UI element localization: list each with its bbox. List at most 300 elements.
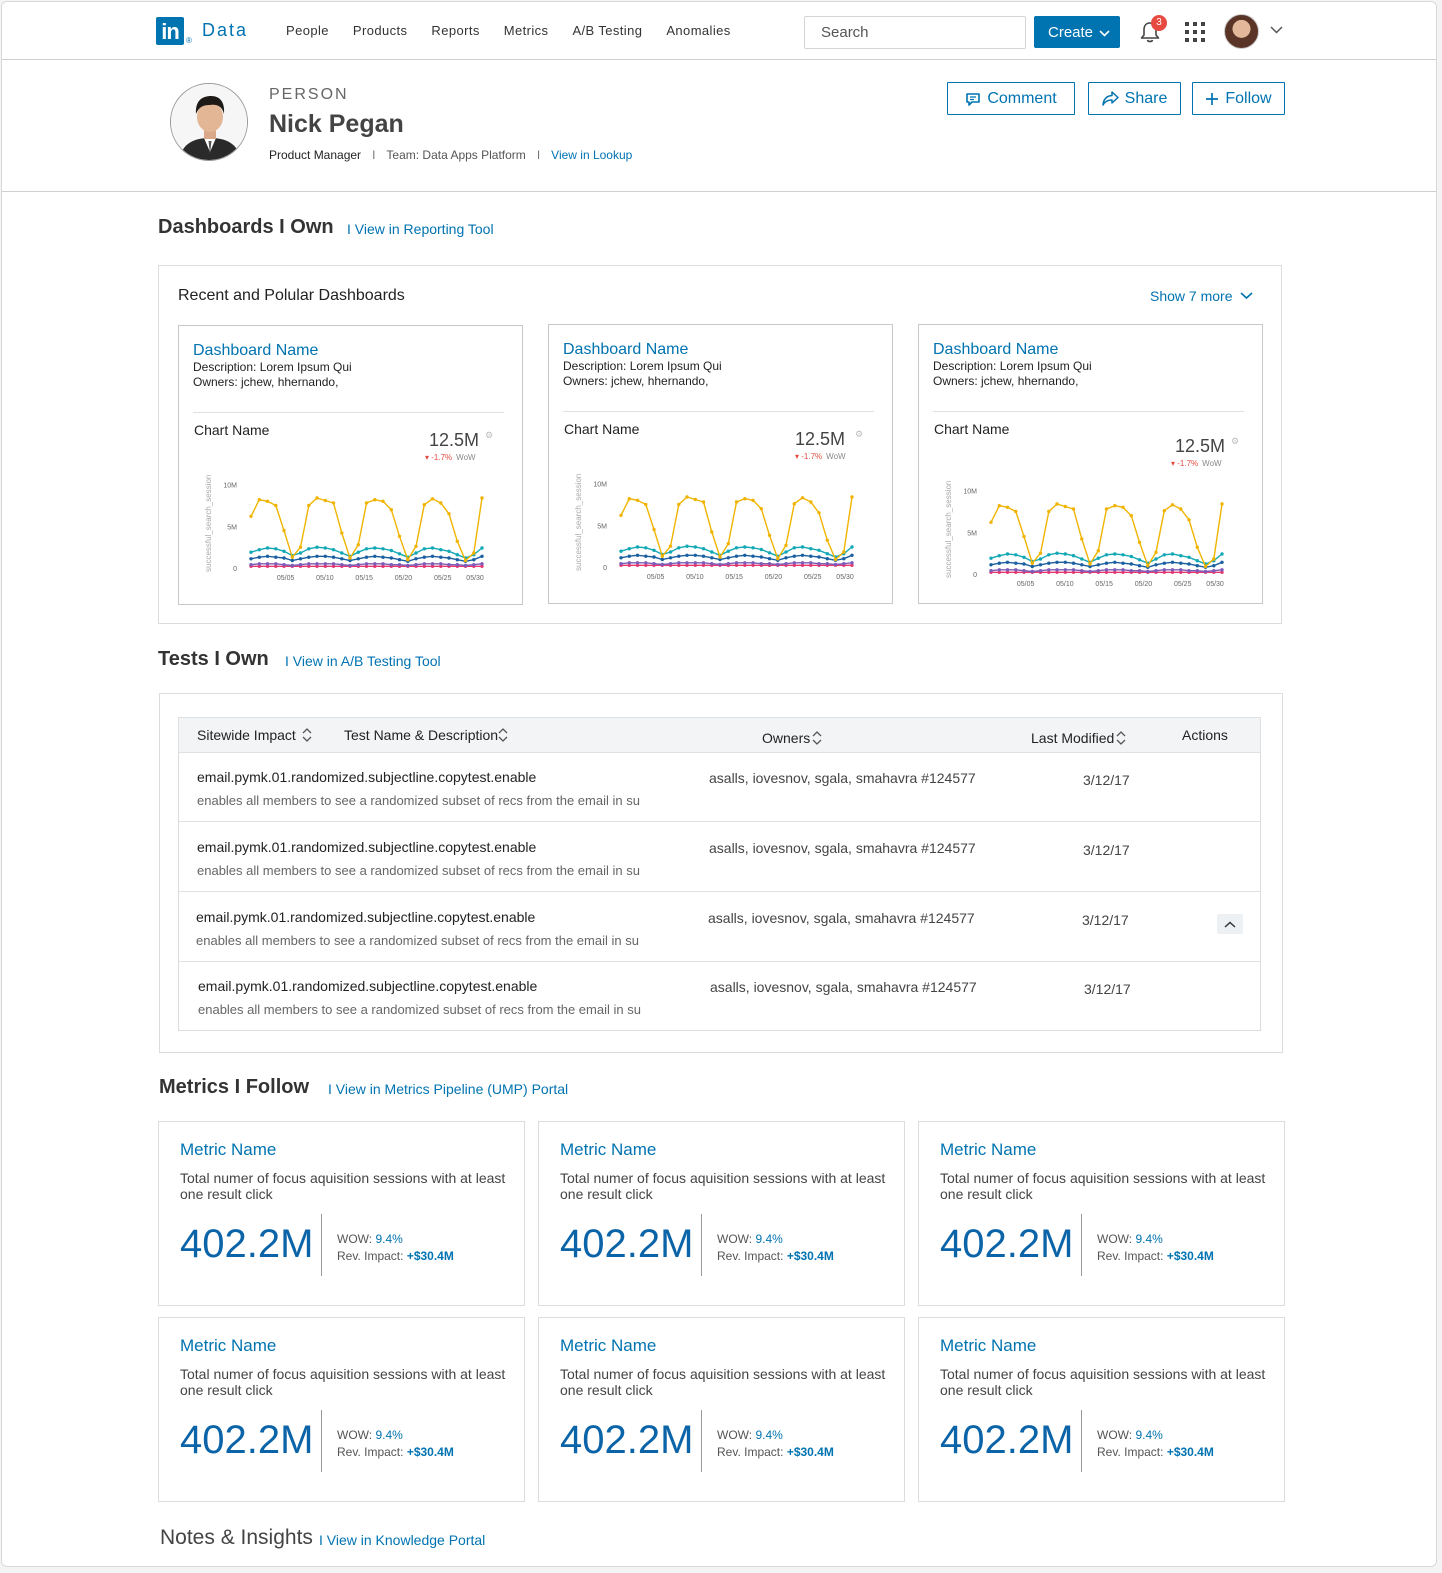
- wow-label: WOW:: [1097, 1232, 1133, 1246]
- metric-wow: [717, 1428, 783, 1442]
- metric-card[interactable]: [538, 1317, 905, 1502]
- data-point: [299, 551, 302, 554]
- nav-link-products[interactable]: Products: [352, 23, 408, 38]
- nav-link-anomalies[interactable]: Anomalies: [666, 23, 731, 38]
- data-point: [1130, 569, 1133, 572]
- x-tick-label: 05/10: [1056, 581, 1074, 588]
- data-point: [390, 563, 393, 566]
- data-point: [619, 514, 622, 517]
- person-role: Product Manager: [269, 148, 362, 162]
- person-header: [2, 60, 1437, 192]
- dashboards-panel-title: Recent and Polular Dashboards: [178, 287, 405, 304]
- data-point: [751, 555, 754, 558]
- separator: I: [372, 148, 376, 162]
- data-point: [439, 562, 442, 565]
- wow-value: 9.4%: [375, 1428, 403, 1442]
- x-tick-label: 05/15: [1095, 581, 1113, 588]
- data-point: [324, 562, 327, 565]
- show-more-toggle[interactable]: [1150, 288, 1253, 304]
- data-point: [1055, 502, 1058, 505]
- data-point: [834, 558, 837, 561]
- apps-grid-icon[interactable]: [1184, 21, 1206, 43]
- data-point: [447, 563, 450, 566]
- data-point: [760, 555, 763, 558]
- line-chart: [939, 470, 1239, 590]
- metric-name-link[interactable]: Metric Name: [180, 1336, 277, 1355]
- data-point: [619, 556, 622, 559]
- metric-description: Total numer of focus aquisition sessions with at least one result click: [560, 1170, 886, 1202]
- divider: [1081, 1214, 1082, 1276]
- chevron-down-icon: [1240, 292, 1253, 300]
- data-point: [727, 550, 730, 553]
- column-actions: [1182, 727, 1228, 743]
- data-point: [768, 557, 771, 560]
- divider: [1081, 1410, 1082, 1472]
- column-label: Actions: [1182, 727, 1228, 743]
- data-point: [423, 503, 426, 506]
- wow-label: WOW:: [717, 1428, 753, 1442]
- table-row[interactable]: [179, 753, 1260, 822]
- test-name[interactable]: email.pymk.01.randomized.subjectline.copytest.enable: [198, 978, 538, 994]
- data-point: [357, 543, 360, 546]
- metric-card[interactable]: [538, 1121, 905, 1306]
- nav-link-metrics[interactable]: Metrics: [503, 23, 549, 38]
- sort-icon: [1116, 731, 1126, 745]
- data-point: [793, 555, 796, 558]
- rev-label: Rev. Impact:: [1097, 1249, 1164, 1263]
- data-point: [702, 500, 705, 503]
- data-point: [760, 548, 763, 551]
- data-point: [768, 551, 771, 554]
- data-point: [727, 556, 730, 559]
- column-sitewide-impact[interactable]: [197, 727, 312, 743]
- data-point: [1121, 506, 1124, 509]
- chart-name: Chart Name: [934, 421, 1010, 437]
- tests-table-header: [178, 717, 1261, 753]
- chevron-up-icon: [1224, 921, 1236, 928]
- data-point: [340, 531, 343, 534]
- metric-name-link[interactable]: Metric Name: [940, 1140, 1037, 1159]
- data-point: [282, 550, 285, 553]
- data-point: [431, 555, 434, 558]
- data-point: [685, 495, 688, 498]
- data-point: [636, 561, 639, 564]
- data-point: [1080, 537, 1083, 540]
- data-point: [307, 556, 310, 559]
- data-point: [414, 557, 417, 560]
- data-point: [1113, 552, 1116, 555]
- y-axis-label: successful_search_session: [204, 474, 213, 572]
- data-point: [669, 562, 672, 565]
- data-point: [1196, 564, 1199, 567]
- table-row[interactable]: [179, 823, 1260, 892]
- table-row[interactable]: [179, 893, 1260, 962]
- data-point: [1220, 502, 1223, 505]
- column-label: Sitewide Impact: [197, 727, 296, 743]
- data-point: [1022, 562, 1025, 565]
- data-point: [1196, 559, 1199, 562]
- gear-icon[interactable]: ⚙: [1231, 436, 1240, 446]
- rev-value: +$30.4M: [786, 1445, 834, 1459]
- data-point: [324, 555, 327, 558]
- column-owners[interactable]: [762, 730, 822, 746]
- data-point: [1171, 503, 1174, 506]
- column-label: Last Modified: [1031, 730, 1115, 746]
- chevron-down-icon[interactable]: [1270, 26, 1283, 34]
- data-point: [760, 507, 763, 510]
- create-button[interactable]: [1034, 16, 1120, 48]
- data-point: [249, 551, 252, 554]
- data-point: [1196, 546, 1199, 549]
- data-point: [315, 555, 318, 558]
- data-point: [776, 563, 779, 566]
- app-frame: [1, 1, 1437, 1567]
- data-point: [365, 501, 368, 504]
- data-point: [1022, 535, 1025, 538]
- follow-button[interactable]: [1192, 82, 1285, 115]
- view-in-ab-testing-link[interactable]: I View in A/B Testing Tool: [285, 653, 441, 669]
- sort-icon: [302, 728, 312, 742]
- follow-label: Follow: [1225, 89, 1272, 107]
- data-point: [636, 499, 639, 502]
- dashboard-description-text: Description: Lorem Ipsum Qui: [563, 359, 722, 373]
- data-point: [1163, 509, 1166, 512]
- x-tick-label: 05/20: [1134, 581, 1153, 588]
- data-point: [809, 555, 812, 558]
- data-point: [850, 554, 853, 557]
- data-point: [751, 546, 754, 549]
- data-point: [315, 546, 318, 549]
- column-test-name[interactable]: [344, 727, 508, 743]
- data-point: [710, 530, 713, 533]
- gear-icon[interactable]: ⚙: [485, 430, 494, 440]
- metric-value: 402.2M: [180, 1222, 314, 1266]
- data-point: [1064, 561, 1067, 564]
- data-point: [842, 550, 845, 553]
- notification-badge: 3: [1151, 15, 1167, 31]
- data-point: [398, 558, 401, 561]
- create-label: Create: [1048, 23, 1094, 41]
- test-name[interactable]: email.pymk.01.randomized.subjectline.copytest.enable: [196, 909, 536, 925]
- data-point: [1097, 563, 1100, 566]
- divider: [701, 1410, 702, 1472]
- data-point: [1080, 557, 1083, 560]
- x-tick-label: 05/05: [646, 574, 665, 581]
- data-point: [1146, 564, 1149, 567]
- data-point: [1031, 562, 1034, 565]
- test-last-modified: 3/12/17: [1084, 981, 1131, 997]
- nav-link-people[interactable]: People: [286, 23, 329, 38]
- brand-name[interactable]: Data: [202, 20, 249, 40]
- view-in-lookup-link[interactable]: View in Lookup: [551, 148, 633, 162]
- dashboards-section-title: Dashboards I Own: [158, 216, 334, 238]
- x-tick-label: 05/20: [394, 575, 413, 582]
- data-point: [1179, 568, 1182, 571]
- data-point: [661, 555, 664, 558]
- rev-label: Rev. Impact:: [1097, 1445, 1164, 1459]
- rev-label: Rev. Impact:: [717, 1445, 784, 1459]
- data-point: [1014, 510, 1017, 513]
- divider: [933, 411, 1244, 412]
- data-point: [989, 521, 992, 524]
- data-point: [299, 546, 302, 549]
- data-point: [998, 562, 1001, 565]
- data-point: [1097, 569, 1100, 572]
- collapse-row-button[interactable]: [1217, 914, 1243, 934]
- data-point: [842, 562, 845, 565]
- data-point: [291, 559, 294, 562]
- data-point: [266, 546, 269, 549]
- data-point: [1171, 568, 1174, 571]
- person-team: Team: Data Apps Platform: [386, 148, 526, 162]
- data-point: [324, 499, 327, 502]
- dashboard-owners: Owners: jchew, hhernando,: [193, 375, 339, 389]
- data-point: [291, 556, 294, 559]
- y-tick-label: 5M: [967, 530, 977, 538]
- column-label: Test Name & Description: [344, 727, 499, 743]
- metric-name-link[interactable]: Metric Name: [560, 1336, 657, 1355]
- data-point: [644, 546, 647, 549]
- test-owners: asalls, iovesnov, sgala, smahavra #124577: [708, 910, 975, 926]
- data-point: [743, 561, 746, 564]
- data-point: [274, 547, 277, 550]
- data-point: [1220, 568, 1223, 571]
- data-point: [1138, 541, 1141, 544]
- data-point: [784, 550, 787, 553]
- metric-wow: [1097, 1428, 1163, 1442]
- data-point: [1113, 568, 1116, 571]
- data-point: [1080, 563, 1083, 566]
- metric-name-link[interactable]: Metric Name: [560, 1140, 657, 1159]
- metric-card[interactable]: [158, 1121, 525, 1306]
- wow-label: WOW:: [1097, 1428, 1133, 1442]
- data-point: [1055, 561, 1058, 564]
- data-point: [307, 547, 310, 550]
- data-point: [299, 557, 302, 560]
- metric-rev-impact: [1097, 1445, 1214, 1459]
- gear-icon[interactable]: ⚙: [855, 429, 864, 439]
- person-avatar: [170, 83, 248, 161]
- data-point: [793, 502, 796, 505]
- data-point: [793, 546, 796, 549]
- linkedin-logo[interactable]: in: [156, 17, 184, 45]
- data-point: [1072, 554, 1075, 557]
- divider: [321, 1214, 322, 1276]
- data-point: [439, 501, 442, 504]
- data-point: [1047, 510, 1050, 513]
- data-point: [644, 555, 647, 558]
- data-point: [381, 547, 384, 550]
- x-tick-label: 05/25: [433, 575, 452, 582]
- y-tick-label: 10M: [593, 481, 607, 489]
- data-point: [423, 547, 426, 550]
- metric-value: 402.2M: [560, 1418, 694, 1462]
- metric-card[interactable]: [158, 1317, 525, 1502]
- dashboard-name-link[interactable]: Dashboard Name: [933, 341, 1059, 358]
- data-point: [801, 561, 804, 564]
- data-point: [826, 552, 829, 555]
- data-point: [1055, 568, 1058, 571]
- metric-wow: [337, 1232, 403, 1246]
- nav-link-reports[interactable]: Reports: [431, 23, 480, 38]
- data-point: [702, 561, 705, 564]
- comment-button[interactable]: [947, 82, 1075, 115]
- dashboard-name-link[interactable]: Dashboard Name: [193, 342, 319, 359]
- data-point: [1212, 557, 1215, 560]
- nav-link-ab-testing[interactable]: A/B Testing: [572, 23, 643, 38]
- data-point: [390, 556, 393, 559]
- data-point: [1138, 564, 1141, 567]
- tests-table-body: [178, 753, 1261, 1031]
- data-point: [1220, 552, 1223, 555]
- dashboard-card[interactable]: [548, 324, 893, 604]
- data-point: [1113, 504, 1116, 507]
- data-point: [727, 562, 730, 565]
- rev-label: Rev. Impact:: [337, 1445, 404, 1459]
- data-point: [266, 562, 269, 565]
- data-point: [1154, 563, 1157, 566]
- view-in-metrics-portal-link[interactable]: I View in Metrics Pipeline (UMP) Portal: [328, 1081, 569, 1097]
- table-row[interactable]: [179, 962, 1260, 1031]
- metric-value: 402.2M: [180, 1418, 314, 1462]
- view-in-knowledge-portal-link[interactable]: I View in Knowledge Portal: [319, 1532, 486, 1548]
- data-point: [1130, 555, 1133, 558]
- dashboard-description: [193, 360, 352, 390]
- share-icon: [1102, 91, 1119, 106]
- data-point: [307, 504, 310, 507]
- data-point: [702, 555, 705, 558]
- data-point: [743, 497, 746, 500]
- metric-card[interactable]: [918, 1317, 1285, 1502]
- data-point: [735, 500, 738, 503]
- rev-value: +$30.4M: [406, 1445, 454, 1459]
- data-point: [332, 548, 335, 551]
- wow-label: WOW:: [717, 1232, 753, 1246]
- x-tick-label: 05/15: [355, 575, 373, 582]
- view-in-reporting-tool-link[interactable]: I View in Reporting Tool: [347, 221, 494, 237]
- data-point: [669, 550, 672, 553]
- data-point: [1031, 565, 1034, 568]
- column-label: Owners: [762, 730, 811, 746]
- test-owners: asalls, iovesnov, sgala, smahavra #124577: [710, 979, 977, 995]
- y-tick-label: 5M: [597, 523, 607, 531]
- data-point: [266, 555, 269, 558]
- data-point: [414, 545, 417, 548]
- dashboard-description-text: Description: Lorem Ipsum Qui: [193, 360, 352, 374]
- data-point: [809, 500, 812, 503]
- data-point: [751, 561, 754, 564]
- y-tick-label: 5M: [227, 524, 237, 532]
- metric-card[interactable]: [918, 1121, 1285, 1306]
- data-point: [1171, 552, 1174, 555]
- y-axis-label: successful_search_session: [574, 473, 583, 571]
- column-last-modified[interactable]: [1031, 730, 1126, 746]
- data-point: [1179, 554, 1182, 557]
- data-point: [381, 556, 384, 559]
- data-point: [258, 556, 261, 559]
- data-point: [1014, 568, 1017, 571]
- dashboard-card[interactable]: [178, 325, 523, 605]
- data-point: [735, 555, 738, 558]
- data-point: [826, 557, 829, 560]
- metric-name-link[interactable]: Metric Name: [940, 1336, 1037, 1355]
- person-meta: [269, 148, 632, 162]
- data-point: [1039, 557, 1042, 560]
- data-point: [439, 556, 442, 559]
- divider: [321, 1410, 322, 1472]
- data-point: [1047, 562, 1050, 565]
- dashboard-card[interactable]: [918, 324, 1263, 604]
- data-point: [677, 546, 680, 549]
- metrics-section-title: Metrics I Follow: [159, 1076, 310, 1098]
- data-point: [685, 545, 688, 548]
- share-button[interactable]: [1088, 82, 1181, 115]
- data-point: [291, 564, 294, 567]
- search-input[interactable]: [804, 16, 1026, 49]
- data-point: [1163, 568, 1166, 571]
- test-owners: asalls, iovesnov, sgala, smahavra #124577: [709, 840, 976, 856]
- data-point: [431, 562, 434, 565]
- data-point: [1138, 569, 1141, 572]
- data-point: [718, 563, 721, 566]
- y-tick-label: 10M: [963, 488, 977, 496]
- data-point: [685, 561, 688, 564]
- y-axis-label: successful_search_session: [944, 480, 953, 578]
- data-point: [735, 561, 738, 564]
- metric-name-link[interactable]: Metric Name: [180, 1140, 277, 1159]
- data-point: [340, 551, 343, 554]
- test-name[interactable]: email.pymk.01.randomized.subjectline.copytest.enable: [197, 839, 537, 855]
- data-point: [809, 561, 812, 564]
- data-point: [258, 562, 261, 565]
- data-point: [669, 545, 672, 548]
- change-value: -1.7%: [1177, 459, 1199, 468]
- chart-kpi-change: ▾ -1.7% WoW: [1171, 459, 1222, 468]
- metric-description: Total numer of focus aquisition sessions with at least one result click: [940, 1366, 1266, 1398]
- data-point: [784, 544, 787, 547]
- show-more-label: Show 7 more: [1150, 288, 1233, 304]
- data-point: [826, 539, 829, 542]
- tests-section-title: Tests I Own: [158, 648, 269, 670]
- rev-value: +$30.4M: [786, 1249, 834, 1263]
- rev-value: +$30.4M: [1166, 1445, 1214, 1459]
- wow-value: 9.4%: [1135, 1428, 1163, 1442]
- dashboard-name-link[interactable]: Dashboard Name: [563, 341, 689, 358]
- data-point: [307, 562, 310, 565]
- metric-description: Total numer of focus aquisition sessions with at least one result click: [940, 1170, 1266, 1202]
- data-point: [1022, 556, 1025, 559]
- data-point: [751, 499, 754, 502]
- data-point: [299, 563, 302, 566]
- data-point: [1039, 563, 1042, 566]
- test-name[interactable]: email.pymk.01.randomized.subjectline.copytest.enable: [197, 769, 537, 785]
- metric-wow: [717, 1232, 783, 1246]
- data-point: [282, 529, 285, 532]
- data-point: [628, 555, 631, 558]
- data-point: [1105, 568, 1108, 571]
- data-point: [373, 562, 376, 565]
- data-point: [456, 553, 459, 556]
- user-avatar[interactable]: [1224, 14, 1259, 49]
- data-point: [1204, 570, 1207, 573]
- chart-kpi-change: ▾ -1.7% WoW: [425, 453, 476, 462]
- test-last-modified: 3/12/17: [1083, 842, 1130, 858]
- data-point: [694, 498, 697, 501]
- data-point: [258, 498, 261, 501]
- data-point: [390, 549, 393, 552]
- dashboard-description-text: Description: Lorem Ipsum Qui: [933, 359, 1092, 373]
- data-point: [743, 545, 746, 548]
